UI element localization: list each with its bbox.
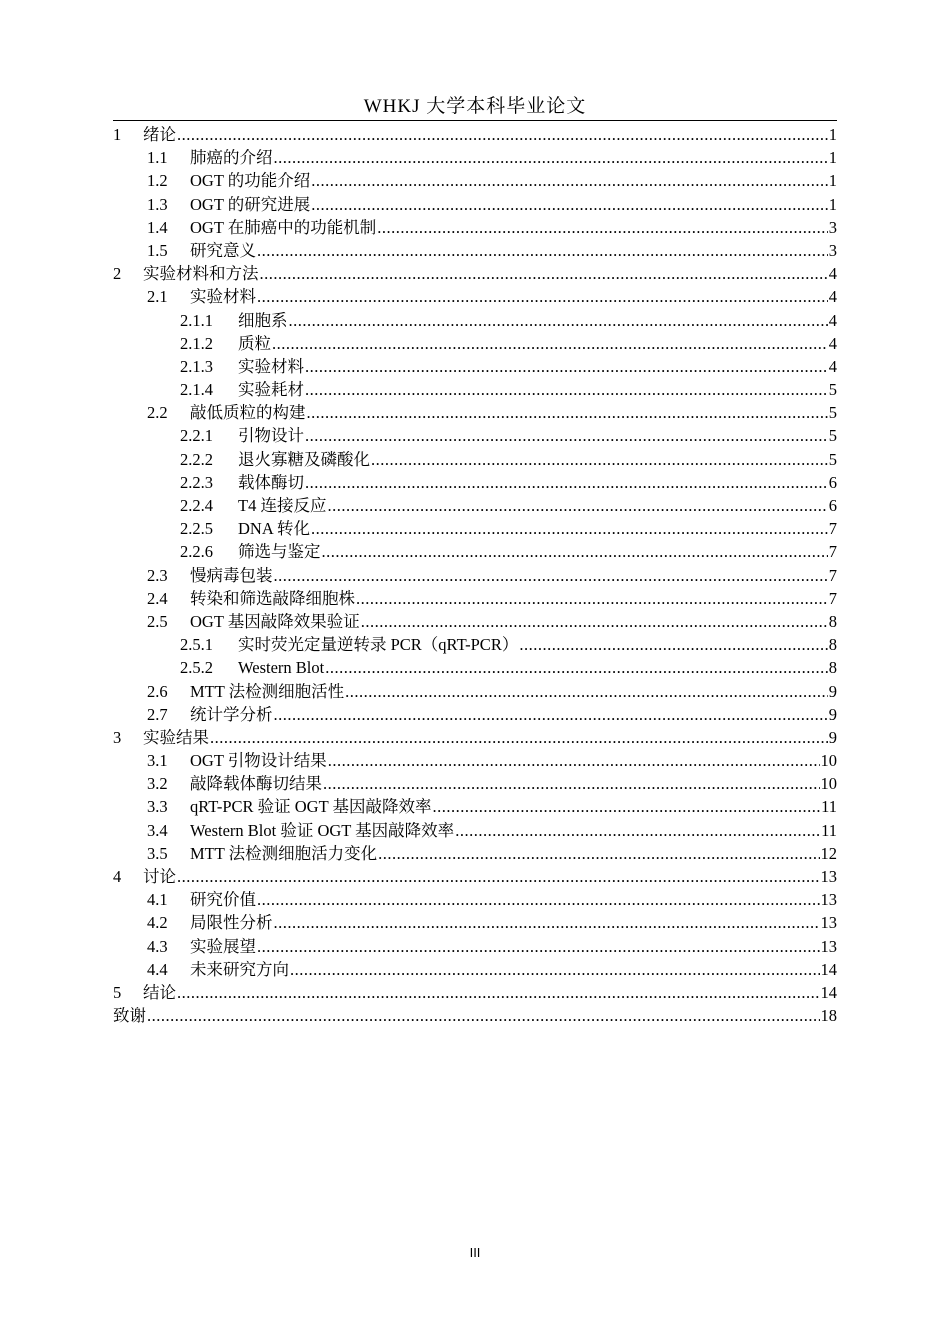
toc-entry-number: 2.3 <box>147 565 168 585</box>
toc-entry-title: 慢病毒包装 <box>190 565 273 585</box>
toc-leader-dots <box>325 656 828 679</box>
toc-entry-title: 未来研究方向 <box>190 959 289 979</box>
toc-entry-title: 转染和筛选敲降细胞株 <box>190 588 355 608</box>
header-title: WHKJ 大学本科毕业论文 <box>363 96 587 117</box>
toc-entry-page: 3 <box>828 217 837 237</box>
toc-entry-number: 3.3 <box>147 797 168 817</box>
toc-entry-number: 3.1 <box>147 751 168 771</box>
toc-entry-number: 2.4 <box>147 588 168 608</box>
toc-leader-dots <box>345 680 828 703</box>
toc-entry[interactable] <box>113 146 837 169</box>
toc-entry-page: 7 <box>828 565 837 585</box>
toc-entry-page: 4 <box>828 264 837 284</box>
toc-leader-dots <box>290 958 820 981</box>
toc-leader-dots <box>323 772 820 795</box>
toc-entry-number: 2.2.6 <box>180 542 213 562</box>
toc-entry-number: 1 <box>113 125 122 144</box>
toc-entry[interactable] <box>113 378 837 401</box>
toc-entry-page: 1 <box>828 171 837 191</box>
toc-entry[interactable] <box>113 471 837 494</box>
toc-entry-number: 3 <box>113 727 122 747</box>
toc-leader-dots <box>433 795 821 818</box>
toc-leader-dots <box>377 216 828 239</box>
toc-entry-number: 2.2.5 <box>180 519 213 539</box>
toc-entry-title: 结论 <box>143 982 176 1002</box>
toc-leader-dots <box>274 564 828 587</box>
toc-leader-dots <box>328 749 820 772</box>
toc-entry[interactable] <box>113 911 837 934</box>
toc-entry-page: 10 <box>820 774 837 794</box>
toc-leader-dots <box>257 285 828 308</box>
toc-entry-number: 1.3 <box>147 194 168 214</box>
toc-entry[interactable] <box>113 819 837 842</box>
toc-entry-page: 5 <box>828 426 837 446</box>
toc-entry-number: 3.5 <box>147 843 168 863</box>
toc-entry-number: 2.6 <box>147 681 168 701</box>
toc-entry-page: 4 <box>828 356 837 376</box>
toc-entry[interactable] <box>113 239 837 262</box>
toc-entry-page: 8 <box>828 635 837 655</box>
toc-entry-page: 9 <box>828 704 837 724</box>
toc-entry[interactable] <box>113 285 837 308</box>
toc-entry-title: MTT 法检测细胞活性 <box>190 681 345 701</box>
toc-entry-title: MTT 法检测细胞活力变化 <box>190 843 378 863</box>
page-footer <box>0 1245 950 1260</box>
toc-leader-dots <box>307 401 828 424</box>
toc-entry[interactable] <box>113 448 837 471</box>
toc-entry-number: 2.1 <box>147 287 168 307</box>
toc-leader-dots <box>322 540 828 563</box>
toc-entry-number: 2.2.3 <box>180 472 213 492</box>
table-of-contents <box>113 123 837 1027</box>
toc-entry-title: OGT 基因敲降效果验证 <box>190 611 360 631</box>
toc-entry-title: 敲降载体酶切结果 <box>190 774 322 794</box>
toc-leader-dots <box>274 911 820 934</box>
toc-leader-dots <box>311 193 828 216</box>
page-number: III <box>469 1245 481 1260</box>
toc-entry-page: 9 <box>828 681 837 701</box>
toc-entry-title: 实验耗材 <box>238 380 304 400</box>
toc-entry-page: 4 <box>828 310 837 330</box>
running-header <box>113 94 837 121</box>
toc-entry-title: OGT 引物设计结果 <box>190 751 327 771</box>
toc-entry[interactable] <box>113 772 837 795</box>
toc-leader-dots <box>305 424 828 447</box>
toc-entry-title: qRT-PCR 验证 OGT 基因敲降效率 <box>190 797 432 817</box>
toc-entry-page: 5 <box>828 380 837 400</box>
toc-entry-page: 4 <box>828 333 837 353</box>
toc-entry-title: 肺癌的介绍 <box>190 148 273 168</box>
toc-entry-number: 2.5.1 <box>180 635 213 655</box>
toc-entry[interactable] <box>113 749 837 772</box>
toc-leader-dots <box>177 865 820 888</box>
toc-entry-page: 13 <box>820 913 837 933</box>
toc-entry-page: 8 <box>828 658 837 678</box>
toc-entry-title: 局限性分析 <box>190 913 273 933</box>
toc-leader-dots <box>455 819 820 842</box>
toc-entry-page: 13 <box>820 890 837 910</box>
toc-entry-number: 2.2.2 <box>180 449 213 469</box>
toc-entry-number: 2.2.1 <box>180 426 213 446</box>
toc-entry[interactable] <box>113 842 837 865</box>
toc-entry-title: 讨论 <box>143 867 176 886</box>
toc-leader-dots <box>274 703 828 726</box>
toc-leader-dots <box>305 378 828 401</box>
toc-leader-dots <box>305 355 828 378</box>
toc-entry-title: OGT 的研究进展 <box>190 194 311 214</box>
toc-entry-title: 筛选与鉴定 <box>238 542 321 562</box>
toc-entry[interactable] <box>113 517 837 540</box>
toc-entry[interactable] <box>113 656 837 679</box>
toc-entry-number: 2.1.3 <box>180 356 213 376</box>
toc-entry[interactable] <box>113 332 837 355</box>
toc-entry[interactable] <box>113 935 837 958</box>
toc-entry-page: 9 <box>828 727 837 747</box>
toc-entry-title: DNA 转化 <box>238 519 310 539</box>
toc-entry[interactable] <box>113 401 837 424</box>
toc-entry[interactable] <box>113 981 837 1004</box>
toc-entry-number: 2.5.2 <box>180 658 213 678</box>
toc-entry[interactable] <box>113 633 837 656</box>
toc-entry-title: 统计学分析 <box>190 704 273 724</box>
toc-entry-number: 5 <box>113 982 122 1002</box>
toc-entry-title: 绪论 <box>143 125 176 144</box>
toc-entry-page: 5 <box>828 449 837 469</box>
toc-entry-title: 研究意义 <box>190 240 256 260</box>
toc-entry-page: 6 <box>828 472 837 492</box>
toc-entry-page: 5 <box>828 403 837 423</box>
toc-entry-number: 4.3 <box>147 936 168 956</box>
toc-entry[interactable] <box>113 169 837 192</box>
toc-leader-dots <box>257 239 828 262</box>
toc-leader-dots <box>257 888 820 911</box>
toc-entry-number: 1.5 <box>147 240 168 260</box>
toc-entry-number: 4.1 <box>147 890 168 910</box>
toc-leader-dots <box>177 981 820 1004</box>
toc-entry[interactable] <box>113 703 837 726</box>
toc-entry[interactable] <box>113 795 837 818</box>
toc-entry-number: 2.2 <box>147 403 168 423</box>
toc-entry-page: 6 <box>828 496 837 515</box>
toc-entry-page: 14 <box>820 959 837 979</box>
toc-entry-number: 2 <box>113 264 122 284</box>
toc-entry-page: 7 <box>828 542 837 562</box>
toc-leader-dots <box>272 332 828 355</box>
toc-entry-title: 实时荧光定量逆转录 PCR（qRT-PCR） <box>238 635 519 655</box>
toc-entry[interactable] <box>113 610 837 633</box>
toc-entry-page: 3 <box>828 240 837 260</box>
toc-leader-dots <box>147 1004 820 1027</box>
toc-entry-title: 实验材料 <box>238 356 304 376</box>
toc-entry-page: 14 <box>820 982 837 1002</box>
toc-entry-title: 质粒 <box>238 333 271 353</box>
toc-leader-dots <box>177 123 828 146</box>
toc-entry-page: 18 <box>820 1006 837 1026</box>
toc-entry[interactable] <box>113 123 837 146</box>
toc-entry-number: 3.4 <box>147 820 168 840</box>
toc-entry[interactable] <box>113 262 837 285</box>
toc-entry-number: 2.5 <box>147 611 168 631</box>
toc-entry-number: 1.4 <box>147 217 168 237</box>
toc-entry-page: 1 <box>828 148 837 168</box>
toc-entry-page: 8 <box>828 611 837 631</box>
toc-entry-number: 2.1.4 <box>180 380 213 400</box>
toc-entry-number: 3.2 <box>147 774 168 794</box>
toc-entry[interactable] <box>113 494 837 517</box>
toc-entry-title: Western Blot <box>238 658 325 678</box>
toc-entry-title: 载体酶切 <box>238 472 304 492</box>
toc-leader-dots <box>311 517 828 540</box>
toc-entry[interactable] <box>113 888 837 911</box>
toc-leader-dots <box>356 587 828 610</box>
toc-entry-title: 研究价值 <box>190 890 256 910</box>
toc-entry[interactable] <box>113 193 837 216</box>
toc-entry[interactable] <box>113 726 837 749</box>
toc-entry[interactable] <box>113 309 837 332</box>
toc-entry-title: 实验材料 <box>190 287 256 307</box>
toc-entry-title: Western Blot 验证 OGT 基因敲降效率 <box>190 820 455 840</box>
toc-entry[interactable] <box>113 216 837 239</box>
toc-entry[interactable] <box>113 587 837 610</box>
toc-leader-dots <box>305 471 828 494</box>
toc-entry[interactable] <box>113 355 837 378</box>
toc-entry-page: 7 <box>828 588 837 608</box>
toc-leader-dots <box>257 935 820 958</box>
toc-leader-dots <box>210 726 828 749</box>
toc-entry-title: 细胞系 <box>238 310 288 330</box>
toc-entry-page: 4 <box>828 287 837 307</box>
toc-entry-title: 实验材料和方法 <box>143 264 259 284</box>
toc-entry-page: 10 <box>820 751 837 771</box>
toc-entry[interactable] <box>113 564 837 587</box>
toc-entry-title: 敲低质粒的构建 <box>190 403 306 423</box>
toc-entry-title: 引物设计 <box>238 426 304 446</box>
toc-entry[interactable] <box>113 680 837 703</box>
toc-entry-number: 1.2 <box>147 171 168 191</box>
toc-entry-number: 2.2.4 <box>180 496 213 515</box>
toc-entry-number: 4 <box>113 867 122 886</box>
toc-leader-dots <box>361 610 828 633</box>
toc-leader-dots <box>260 262 828 285</box>
toc-entry[interactable] <box>113 865 837 888</box>
toc-entry[interactable] <box>113 958 837 981</box>
toc-entry-number: 1.1 <box>147 148 168 168</box>
toc-entry-page: 11 <box>821 820 837 840</box>
toc-entry-number: 4.2 <box>147 913 168 933</box>
toc-entry[interactable] <box>113 1004 837 1027</box>
toc-entry-title: 退火寡糖及磷酸化 <box>238 449 370 469</box>
toc-leader-dots <box>327 494 827 517</box>
toc-leader-dots <box>378 842 819 865</box>
toc-entry-page: 1 <box>828 194 837 214</box>
toc-leader-dots <box>519 633 827 656</box>
toc-entry-title: OGT 在肺癌中的功能机制 <box>190 217 377 237</box>
toc-entry-title: OGT 的功能介绍 <box>190 171 311 191</box>
toc-entry-page: 13 <box>820 936 837 956</box>
toc-entry-number: 2.7 <box>147 704 168 724</box>
toc-entry-number: 4.4 <box>147 959 168 979</box>
toc-entry-page: 11 <box>821 797 837 817</box>
toc-entry-number: 2.1.1 <box>180 310 213 330</box>
toc-entry-page: 7 <box>828 519 837 539</box>
toc-entry-title: T4 连接反应 <box>238 496 327 515</box>
toc-leader-dots <box>274 146 828 169</box>
toc-entry-title: 实验展望 <box>190 936 256 956</box>
toc-entry-title: 致谢 <box>113 1006 146 1026</box>
toc-entry-page: 12 <box>820 843 837 863</box>
toc-entry[interactable] <box>113 424 837 447</box>
toc-entry-number: 2.1.2 <box>180 333 213 353</box>
toc-leader-dots <box>371 448 828 471</box>
toc-entry-page: 13 <box>820 867 837 886</box>
toc-entry-page: 1 <box>828 125 837 144</box>
toc-leader-dots <box>289 309 828 332</box>
toc-entry-title: 实验结果 <box>143 727 209 747</box>
toc-entry[interactable] <box>113 540 837 563</box>
toc-leader-dots <box>311 169 828 192</box>
